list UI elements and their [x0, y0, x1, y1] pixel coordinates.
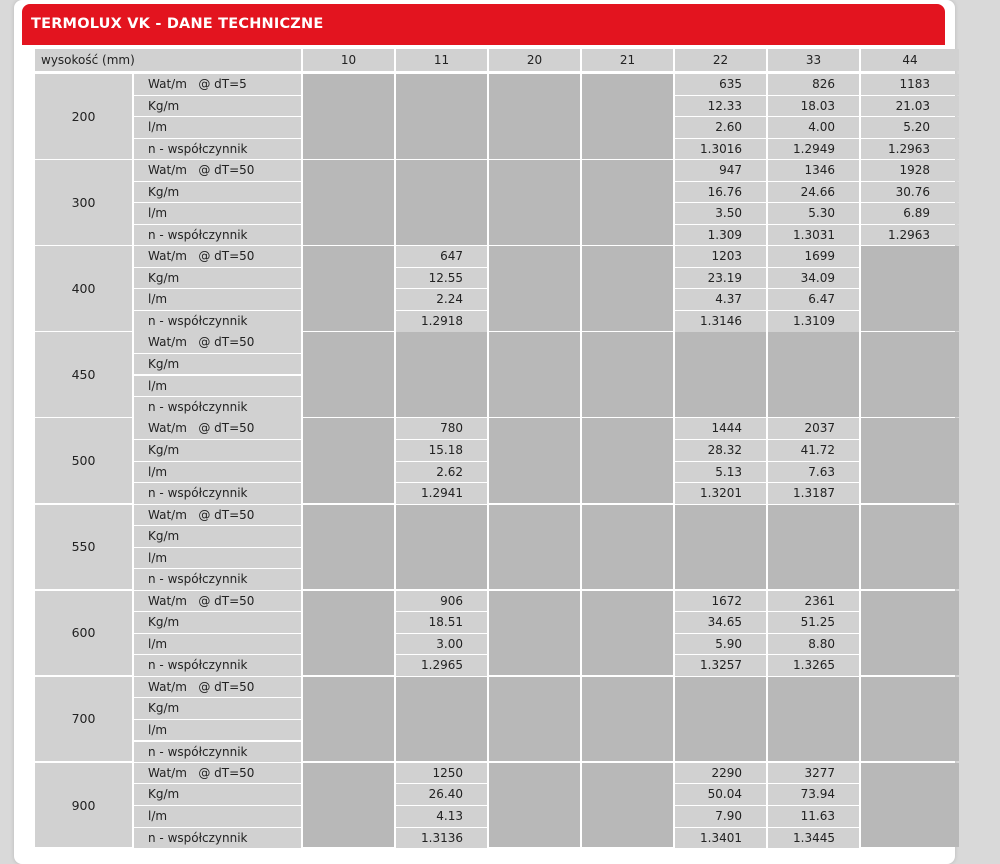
value-cell-11: 1.2918	[396, 311, 487, 332]
row-label: l/m	[134, 376, 301, 397]
row-label: l/m	[134, 634, 301, 655]
row-label: Kg/m	[134, 698, 301, 719]
value-cell-33: 2361	[768, 591, 859, 612]
value-cell-11: 1.2965	[396, 655, 487, 676]
empty-block-10	[303, 332, 394, 417]
value-cell-44: 6.89	[861, 203, 959, 224]
row-label: l/m	[134, 203, 301, 224]
height-cell-600: 600	[35, 591, 132, 676]
row-label: n - współczynnik	[134, 139, 301, 160]
empty-block-22	[675, 332, 766, 417]
empty-block-20	[489, 677, 580, 762]
value-cell-33: 41.72	[768, 440, 859, 461]
height-cell-300: 300	[35, 160, 132, 245]
row-label: Kg/m	[134, 96, 301, 117]
value-cell-33: 51.25	[768, 612, 859, 633]
row-label: l/m	[134, 806, 301, 827]
value-cell-11: 26.40	[396, 784, 487, 805]
empty-block-21	[582, 246, 673, 331]
row-label: n - współczynnik	[134, 397, 301, 418]
value-cell-44: 1.2963	[861, 139, 959, 160]
empty-block-20	[489, 246, 580, 331]
row-label: Kg/m	[134, 440, 301, 461]
value-cell-33: 2037	[768, 418, 859, 439]
empty-block-21	[582, 74, 673, 159]
value-cell-22: 23.19	[675, 268, 766, 289]
value-cell-22: 1.309	[675, 225, 766, 246]
row-label: l/m	[134, 462, 301, 483]
value-cell-22: 28.32	[675, 440, 766, 461]
header-col-10: 10	[303, 49, 394, 71]
value-cell-33: 6.47	[768, 289, 859, 310]
empty-block-10	[303, 505, 394, 590]
header-col-44: 44	[861, 49, 959, 71]
row-label: Wat/m @ dT=50	[134, 246, 301, 267]
row-label: Kg/m	[134, 526, 301, 547]
value-cell-22: 34.65	[675, 612, 766, 633]
row-label: n - współczynnik	[134, 742, 301, 763]
value-cell-11: 12.55	[396, 268, 487, 289]
row-label: n - współczynnik	[134, 225, 301, 246]
value-cell-22: 1.3257	[675, 655, 766, 676]
value-cell-22: 5.90	[675, 634, 766, 655]
empty-block-20	[489, 418, 580, 503]
value-cell-22: 50.04	[675, 784, 766, 805]
row-label: n - współczynnik	[134, 569, 301, 590]
value-cell-44: 21.03	[861, 96, 959, 117]
header-col-22: 22	[675, 49, 766, 71]
empty-block-33	[768, 677, 859, 762]
height-cell-900: 900	[35, 763, 132, 848]
value-cell-11: 18.51	[396, 612, 487, 633]
value-cell-22: 7.90	[675, 806, 766, 827]
value-cell-11: 1250	[396, 763, 487, 784]
empty-block-20	[489, 763, 580, 848]
value-cell-33: 1.2949	[768, 139, 859, 160]
value-cell-33: 11.63	[768, 806, 859, 827]
value-cell-11: 906	[396, 591, 487, 612]
value-cell-22: 5.13	[675, 462, 766, 483]
row-label: Kg/m	[134, 268, 301, 289]
header-height-mm: wysokość (mm)	[35, 49, 301, 71]
value-cell-44: 30.76	[861, 182, 959, 203]
row-label: Wat/m @ dT=5	[134, 74, 301, 95]
row-label: l/m	[134, 720, 301, 741]
row-label: Kg/m	[134, 784, 301, 805]
row-label: Wat/m @ dT=50	[134, 591, 301, 612]
value-cell-33: 18.03	[768, 96, 859, 117]
row-label: n - współczynnik	[134, 311, 301, 332]
empty-block-44	[861, 677, 959, 762]
height-cell-500: 500	[35, 418, 132, 503]
height-cell-550: 550	[35, 505, 132, 590]
empty-block-11	[396, 332, 487, 417]
value-cell-33: 24.66	[768, 182, 859, 203]
value-cell-22: 1.3401	[675, 828, 766, 849]
row-label: Wat/m @ dT=50	[134, 332, 301, 353]
header-col-11: 11	[396, 49, 487, 71]
empty-block-44	[861, 591, 959, 676]
value-cell-22: 2290	[675, 763, 766, 784]
value-cell-33: 8.80	[768, 634, 859, 655]
value-cell-22: 1203	[675, 246, 766, 267]
empty-block-33	[768, 505, 859, 590]
empty-block-21	[582, 505, 673, 590]
empty-block-21	[582, 591, 673, 676]
value-cell-22: 16.76	[675, 182, 766, 203]
row-label: Wat/m @ dT=50	[134, 418, 301, 439]
value-cell-33: 73.94	[768, 784, 859, 805]
empty-block-20	[489, 332, 580, 417]
header-col-33: 33	[768, 49, 859, 71]
empty-block-10	[303, 160, 394, 245]
value-cell-11: 1.3136	[396, 828, 487, 849]
value-cell-22: 1.3016	[675, 139, 766, 160]
value-cell-33: 1699	[768, 246, 859, 267]
value-cell-33: 1.3031	[768, 225, 859, 246]
value-cell-33: 4.00	[768, 117, 859, 138]
value-cell-33: 1.3187	[768, 483, 859, 504]
empty-block-44	[861, 763, 959, 848]
row-label: Wat/m @ dT=50	[134, 505, 301, 526]
empty-block-20	[489, 160, 580, 245]
empty-block-10	[303, 246, 394, 331]
empty-block-10	[303, 418, 394, 503]
empty-block-21	[582, 418, 673, 503]
value-cell-33: 5.30	[768, 203, 859, 224]
empty-block-22	[675, 505, 766, 590]
empty-block-11	[396, 505, 487, 590]
value-cell-44: 1.2963	[861, 225, 959, 246]
row-label: n - współczynnik	[134, 483, 301, 504]
value-cell-33: 7.63	[768, 462, 859, 483]
empty-block-20	[489, 591, 580, 676]
value-cell-22: 635	[675, 74, 766, 95]
value-cell-11: 2.24	[396, 289, 487, 310]
value-cell-22: 1444	[675, 418, 766, 439]
empty-block-11	[396, 160, 487, 245]
row-label: Wat/m @ dT=50	[134, 763, 301, 784]
empty-block-21	[582, 677, 673, 762]
value-cell-11: 647	[396, 246, 487, 267]
value-cell-11: 4.13	[396, 806, 487, 827]
empty-block-10	[303, 591, 394, 676]
value-cell-44: 1928	[861, 160, 959, 181]
row-label: l/m	[134, 289, 301, 310]
empty-block-11	[396, 677, 487, 762]
empty-block-20	[489, 74, 580, 159]
value-cell-11: 3.00	[396, 634, 487, 655]
empty-block-44	[861, 505, 959, 590]
empty-block-33	[768, 332, 859, 417]
row-label: Kg/m	[134, 182, 301, 203]
value-cell-22: 2.60	[675, 117, 766, 138]
technical-data-table	[35, 49, 959, 861]
value-cell-44: 1183	[861, 74, 959, 95]
value-cell-33: 1.3265	[768, 655, 859, 676]
value-cell-22: 947	[675, 160, 766, 181]
empty-block-22	[675, 677, 766, 762]
row-label: Wat/m @ dT=50	[134, 677, 301, 698]
height-cell-700: 700	[35, 677, 132, 762]
value-cell-22: 1.3146	[675, 311, 766, 332]
row-label: Kg/m	[134, 612, 301, 633]
empty-block-44	[861, 246, 959, 331]
empty-block-21	[582, 160, 673, 245]
table-title: TERMOLUX VK - DANE TECHNICZNE	[22, 4, 945, 45]
empty-block-21	[582, 332, 673, 417]
value-cell-33: 1346	[768, 160, 859, 181]
header-col-20: 20	[489, 49, 580, 71]
row-label: l/m	[134, 117, 301, 138]
value-cell-11: 2.62	[396, 462, 487, 483]
row-label: n - współczynnik	[134, 655, 301, 676]
value-cell-11: 15.18	[396, 440, 487, 461]
row-label: Kg/m	[134, 354, 301, 375]
row-label: n - współczynnik	[134, 828, 301, 849]
document-page	[14, 0, 955, 864]
empty-block-10	[303, 763, 394, 848]
value-cell-22: 12.33	[675, 96, 766, 117]
height-cell-450: 450	[35, 332, 132, 417]
height-cell-200: 200	[35, 74, 132, 159]
value-cell-33: 3277	[768, 763, 859, 784]
value-cell-22: 3.50	[675, 203, 766, 224]
empty-block-11	[396, 74, 487, 159]
height-cell-400: 400	[35, 246, 132, 331]
empty-block-21	[582, 763, 673, 848]
value-cell-22: 4.37	[675, 289, 766, 310]
value-cell-33: 1.3445	[768, 828, 859, 849]
empty-block-44	[861, 418, 959, 503]
value-cell-11: 780	[396, 418, 487, 439]
value-cell-33: 826	[768, 74, 859, 95]
header-col-21: 21	[582, 49, 673, 71]
empty-block-10	[303, 677, 394, 762]
value-cell-22: 1672	[675, 591, 766, 612]
value-cell-22: 1.3201	[675, 483, 766, 504]
empty-block-20	[489, 505, 580, 590]
value-cell-11: 1.2941	[396, 483, 487, 504]
value-cell-44: 5.20	[861, 117, 959, 138]
empty-block-44	[861, 332, 959, 417]
row-label: Wat/m @ dT=50	[134, 160, 301, 181]
empty-block-10	[303, 74, 394, 159]
row-label: l/m	[134, 548, 301, 569]
value-cell-33: 1.3109	[768, 311, 859, 332]
value-cell-33: 34.09	[768, 268, 859, 289]
